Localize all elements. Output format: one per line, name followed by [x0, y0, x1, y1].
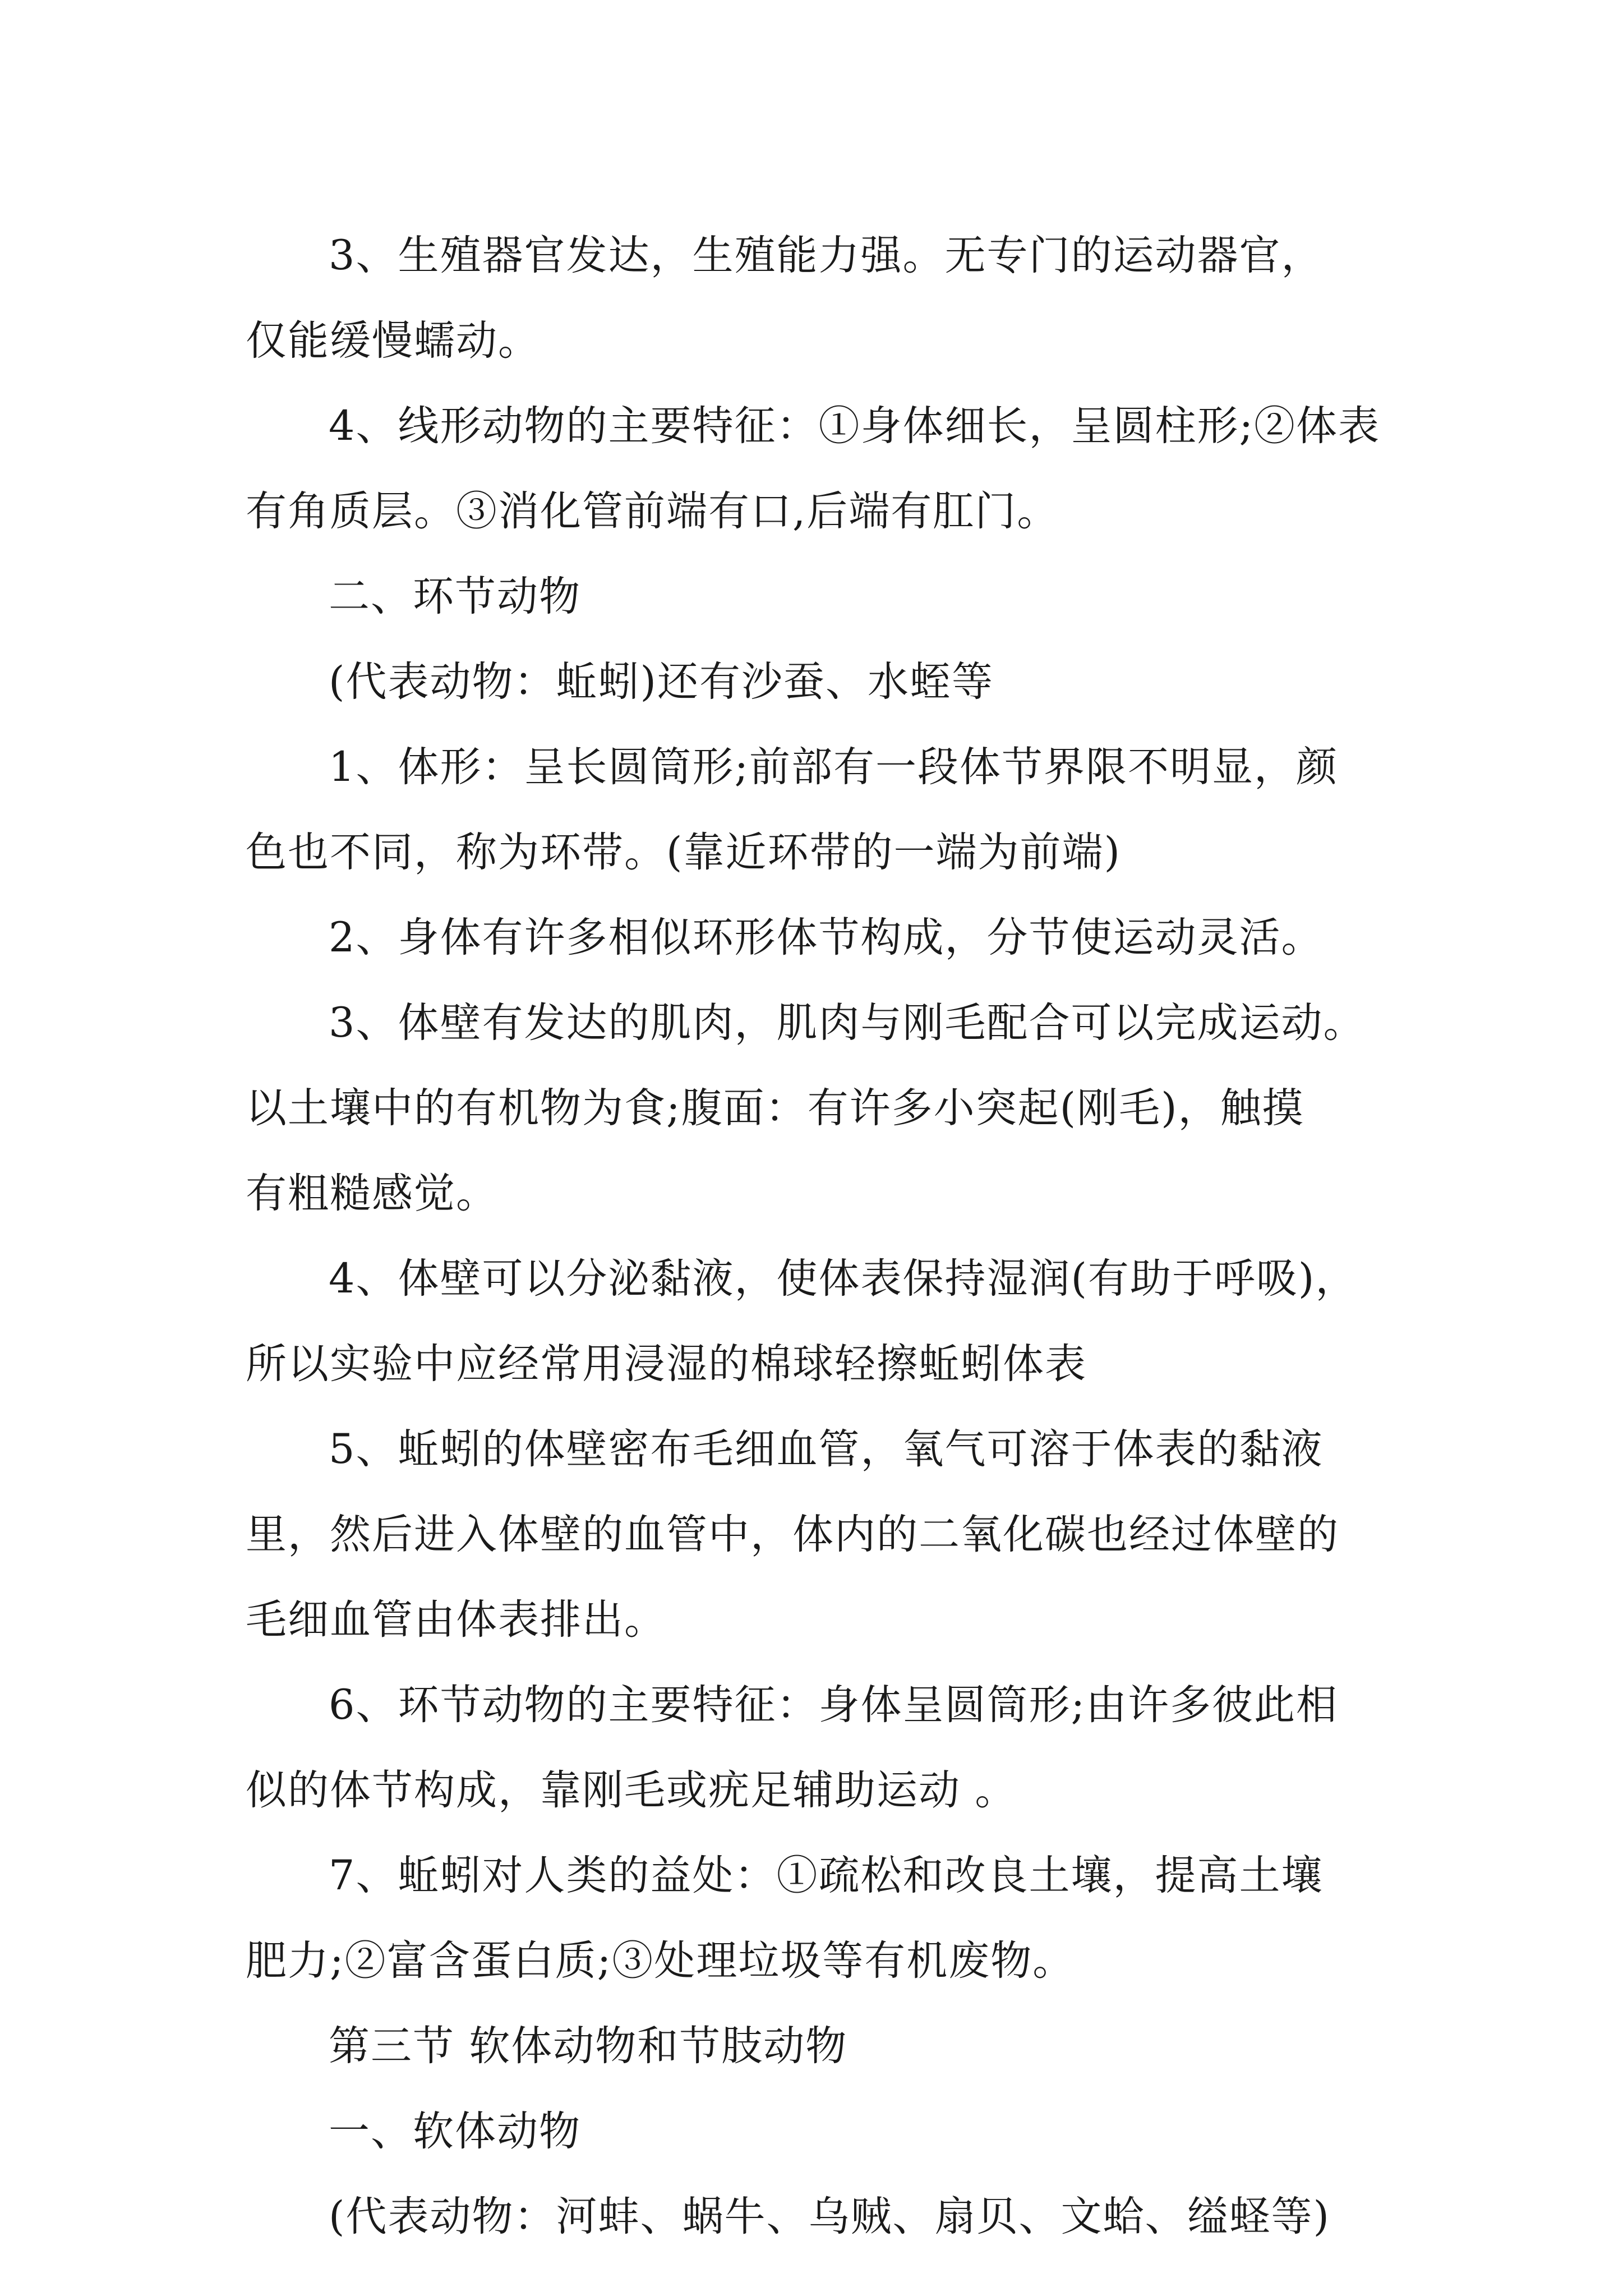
text-line: 毛细血管由体表排出。 — [246, 1596, 666, 1644]
text-line: 3、体壁有发达的肌肉，肌肉与刚毛配合可以完成运动。 — [329, 999, 1366, 1047]
section-heading-mollusks — [246, 2089, 1400, 2174]
text-line: 7、蚯蚓对人类的益处：①疏松和改良土壤，提高土壤 — [329, 1852, 1324, 1899]
paragraph-body-shape — [246, 725, 1400, 895]
text-line: 色也不同，称为环带。(靠近环带的一端为前端) — [246, 829, 1121, 876]
text-line: 以土壤中的有机物为食;腹面：有许多小突起(刚毛)，触摸 — [246, 1084, 1304, 1132]
paragraph-mollusk-examples — [246, 2174, 1400, 2260]
section-heading-chapter-three — [246, 2004, 1400, 2089]
paragraph-nematode-features — [246, 384, 1400, 554]
paragraph-earthworm-benefits — [246, 1833, 1400, 2004]
text-line: 有粗糙感觉。 — [246, 1170, 498, 1217]
text-line: 5、蚯蚓的体壁密布毛细血管，氧气可溶于体表的黏液 — [329, 1425, 1324, 1473]
paragraph-body-wall-muscle — [246, 981, 1400, 1236]
text-line: 有角质层。③消化管前端有口,后端有肛门。 — [246, 487, 1059, 535]
text-line: (代表动物：河蚌、蜗牛、乌贼、扇贝、文蛤、缢蛏等) — [329, 2193, 1330, 2240]
text-line: (代表动物：蚯蚓)还有沙蚕、水蛭等 — [329, 658, 994, 706]
text-line: 似的体节构成，靠刚毛或疣足辅助运动 。 — [246, 1766, 1017, 1814]
paragraph-reproductive-organs — [246, 213, 1400, 384]
text-line: 里，然后进入体壁的血管中，体内的二氧化碳也经过体壁的 — [246, 1511, 1339, 1558]
section-heading-annelids — [246, 554, 1400, 639]
paragraph-segments — [246, 895, 1400, 981]
text-line: 第三节 软体动物和节肢动物 — [329, 2022, 848, 2070]
text-line: 二、环节动物 — [329, 573, 581, 620]
text-line: 所以实验中应经常用浸湿的棉球轻擦蚯蚓体表 — [246, 1340, 1087, 1388]
text-line: 4、线形动物的主要特征：①身体细长，呈圆柱形;②体表 — [329, 402, 1381, 450]
text-line: 2、身体有许多相似环形体节构成，分节使运动灵活。 — [329, 914, 1324, 961]
paragraph-annelid-examples — [246, 639, 1400, 725]
text-line: 肥力;②富含蛋白质;③处理垃圾等有机废物。 — [246, 1937, 1075, 1985]
text-line: 一、软体动物 — [329, 2108, 581, 2155]
paragraph-mucus — [246, 1236, 1400, 1407]
paragraph-respiration — [246, 1407, 1400, 1663]
document-body — [246, 213, 1400, 2260]
text-line: 1、体形：呈长圆筒形;前部有一段体节界限不明显，颜 — [329, 743, 1339, 791]
text-line: 4、体壁可以分泌黏液，使体表保持湿润(有助于呼吸)， — [329, 1255, 1358, 1303]
paragraph-annelid-features — [246, 1663, 1400, 1833]
text-line: 3、生殖器官发达，生殖能力强。无专门的运动器官， — [329, 232, 1324, 279]
text-line: 6、环节动物的主要特征：身体呈圆筒形;由许多彼此相 — [329, 1681, 1339, 1729]
text-line: 仅能缓慢蠕动。 — [246, 317, 540, 365]
